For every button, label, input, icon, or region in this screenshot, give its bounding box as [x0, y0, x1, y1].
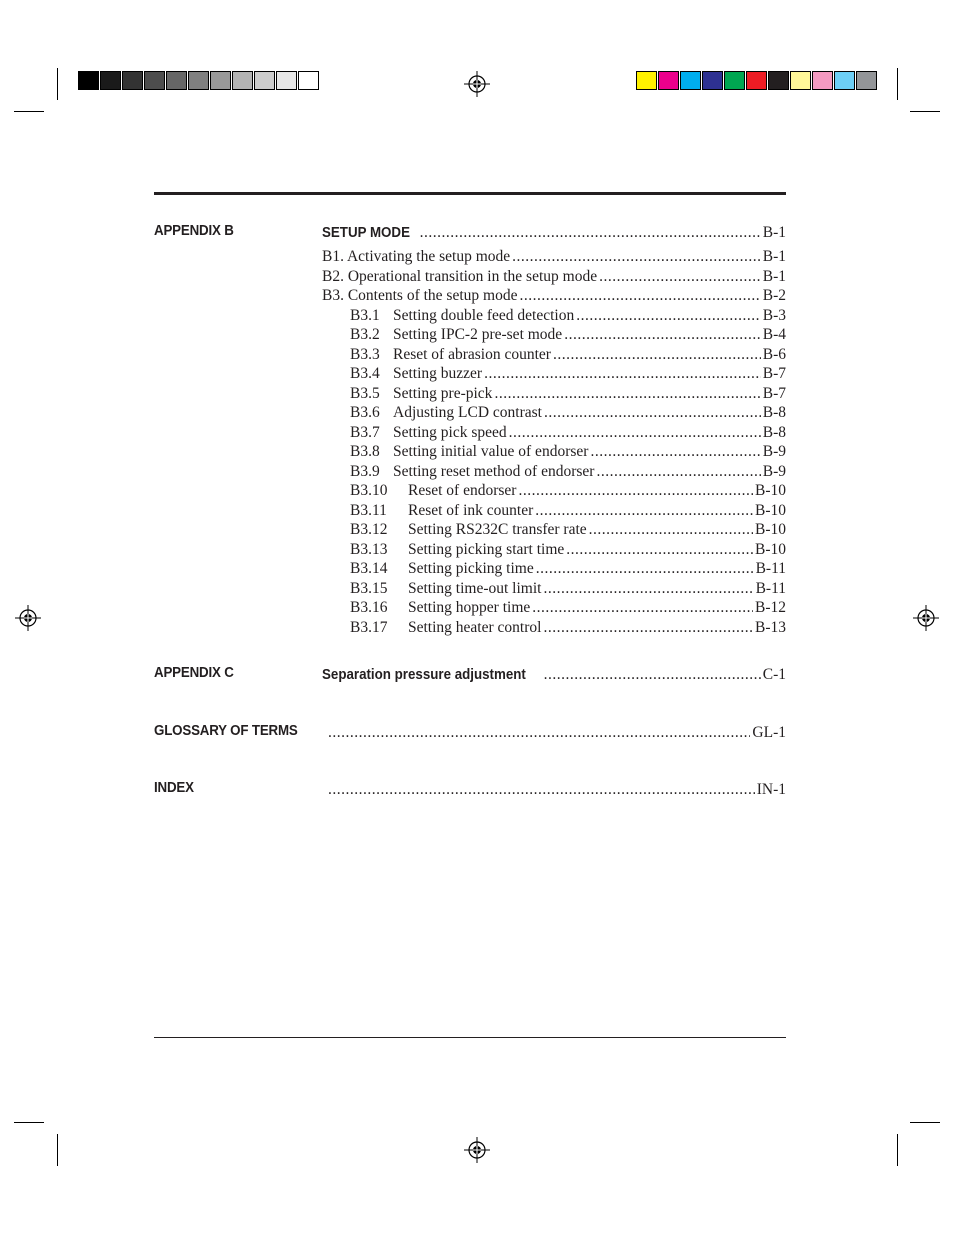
toc-entry[interactable] [322, 286, 786, 305]
toc-entry-page: GL-1 [752, 724, 786, 741]
color-swatch [746, 71, 767, 90]
toc-entry-number: B3.7 [350, 424, 380, 441]
leader-dots [544, 403, 761, 422]
toc-entry-number: B3.9 [350, 463, 380, 480]
toc-entry-title: Setting reset method of endorser [393, 463, 595, 480]
crop-mark [57, 68, 58, 100]
toc-entry-page: B-7 [762, 365, 786, 382]
toc-entry-number: B3.6 [350, 404, 380, 421]
toc-entry-page: B-7 [762, 385, 786, 402]
leader-dots [553, 345, 761, 364]
toc-entry-page: B-13 [755, 619, 786, 636]
toc-entry-title: SETUP MODE [322, 225, 410, 241]
toc-entry-title: Reset of endorser [408, 482, 517, 499]
leader-dots [328, 780, 755, 799]
toc-entry[interactable] [350, 364, 786, 383]
toc-entry-page: B-9 [762, 463, 786, 480]
toc-entry-number: B3.10 [350, 482, 388, 499]
leader-dots [328, 723, 750, 742]
section-heading-appendix-c: APPENDIX C [154, 665, 234, 681]
leader-dots [564, 325, 761, 344]
toc-entry[interactable] [326, 780, 786, 799]
leader-dots [512, 247, 761, 266]
toc-entry-number: B3.3 [350, 346, 380, 363]
section-heading-appendix-b: APPENDIX B [154, 223, 234, 239]
color-swatch [724, 71, 745, 90]
toc-entry-number: B3.11 [350, 502, 387, 519]
color-swatch [856, 71, 877, 90]
gray-swatch [144, 71, 165, 90]
color-swatch [834, 71, 855, 90]
registration-mark-icon [913, 605, 939, 631]
crop-mark [910, 111, 940, 112]
toc-entry[interactable] [350, 345, 786, 364]
toc-entry-page: IN-1 [756, 781, 786, 798]
toc-entry-number: B3.13 [350, 541, 388, 558]
toc-entry-number: B3.15 [350, 580, 388, 597]
toc-entry-number: B3.2 [350, 326, 380, 343]
gray-swatch [100, 71, 121, 90]
toc-entry-number: B3.5 [350, 385, 380, 402]
toc-entry[interactable] [350, 540, 786, 559]
toc-entry-title: Setting heater control [408, 619, 542, 636]
toc-entry-title: B1. Activating the setup mode [322, 248, 511, 265]
toc-entry-page: B-4 [762, 326, 786, 343]
toc-entry[interactable] [350, 306, 786, 325]
toc-entry[interactable] [350, 325, 786, 344]
color-swatch [768, 71, 789, 90]
toc-entry-title: Adjusting LCD contrast [393, 404, 542, 421]
leader-dots [590, 442, 760, 461]
toc-entry-title: Setting double feed detection [393, 307, 575, 324]
top-rule [154, 192, 786, 195]
color-swatch [636, 71, 657, 90]
toc-entry-page: B-3 [762, 307, 786, 324]
toc-entry-number: B3.1 [350, 307, 380, 324]
toc-entry[interactable] [350, 559, 786, 578]
toc-entry-number: B3.17 [350, 619, 388, 636]
toc-entry-page: B-12 [755, 599, 786, 616]
gray-swatch [78, 71, 99, 90]
toc-entry-title: Setting time-out limit [408, 580, 542, 597]
toc-entry[interactable] [350, 462, 786, 481]
toc-entry[interactable] [326, 723, 786, 742]
toc-entry[interactable] [350, 442, 786, 461]
toc-entry-page: B-10 [755, 502, 786, 519]
toc-entry-page: B-11 [755, 580, 786, 597]
crop-mark [897, 1134, 898, 1166]
color-swatch [702, 71, 723, 90]
gray-swatch [232, 71, 253, 90]
leader-dots [519, 286, 760, 305]
leader-dots [484, 364, 761, 383]
leader-dots [509, 423, 761, 442]
toc-entry-page: B-6 [762, 346, 786, 363]
leader-dots [535, 501, 753, 520]
toc-entry-title: Setting pre-pick [393, 385, 493, 402]
toc-entry-title: Setting pick speed [393, 424, 507, 441]
gray-swatch [188, 71, 209, 90]
color-swatch [790, 71, 811, 90]
toc-entry-number: B3.8 [350, 443, 380, 460]
toc-entry-title: Setting RS232C transfer rate [408, 521, 587, 538]
leader-dots [576, 306, 761, 325]
toc-entry[interactable] [350, 423, 786, 442]
section-heading-index: INDEX [154, 780, 194, 796]
crop-mark [57, 1134, 58, 1166]
leader-dots [543, 579, 753, 598]
toc-entry-number: B3.4 [350, 365, 380, 382]
gray-swatch [254, 71, 275, 90]
leader-dots [518, 481, 753, 500]
toc-entry-title: Setting buzzer [393, 365, 483, 382]
toc-entry[interactable] [350, 481, 786, 500]
toc-entry-page: B-10 [755, 541, 786, 558]
toc-entry-page: B-11 [755, 560, 786, 577]
toc-entry-title: Setting hopper time [408, 599, 531, 616]
toc-entry-title: Separation pressure adjustment [322, 667, 526, 683]
color-swatch [812, 71, 833, 90]
grayscale-color-bar [78, 71, 320, 90]
toc-entry-page: B-2 [762, 287, 786, 304]
crop-mark [14, 1122, 44, 1123]
toc-entry[interactable] [350, 384, 786, 403]
toc-entry-page: B-10 [755, 521, 786, 538]
leader-dots [536, 559, 754, 578]
toc-entry[interactable] [350, 618, 786, 637]
bottom-rule [154, 1037, 786, 1038]
toc-entry-title: B3. Contents of the setup mode [322, 287, 518, 304]
toc-entry[interactable] [350, 598, 786, 617]
toc-entry-title: Setting initial value of endorser [393, 443, 589, 460]
toc-entry[interactable] [350, 403, 786, 422]
toc-entry-page: B-8 [762, 404, 786, 421]
toc-entry[interactable] [350, 520, 786, 539]
toc-entry-page: B-9 [762, 443, 786, 460]
toc-entry[interactable] [350, 501, 786, 520]
toc-entry[interactable] [350, 579, 786, 598]
toc-entry[interactable] [322, 223, 786, 243]
leader-dots [544, 665, 761, 684]
toc-entry[interactable] [322, 665, 786, 685]
leader-dots [494, 384, 760, 403]
gray-swatch [122, 71, 143, 90]
registration-mark-icon [464, 71, 490, 97]
crop-mark [14, 111, 44, 112]
leader-dots [420, 223, 761, 242]
toc-entry-title: B2. Operational transition in the setup mode [322, 268, 598, 285]
gray-swatch [166, 71, 187, 90]
crop-mark [910, 1122, 940, 1123]
registration-mark-icon [464, 1137, 490, 1163]
leader-dots [532, 598, 753, 617]
toc-entry-title: Reset of ink counter [408, 502, 534, 519]
gray-swatch [210, 71, 231, 90]
leader-dots [566, 540, 753, 559]
toc-entry-title: Setting picking time [408, 560, 534, 577]
leader-dots [596, 462, 760, 481]
toc-entry[interactable] [322, 247, 786, 266]
crop-mark [897, 68, 898, 100]
color-swatch [680, 71, 701, 90]
process-color-bar [636, 71, 878, 90]
toc-entry[interactable] [322, 267, 786, 286]
toc-entry-number: B3.14 [350, 560, 388, 577]
toc-entry-number: B3.16 [350, 599, 388, 616]
toc-entry-title: Reset of abrasion counter [393, 346, 551, 363]
leader-dots [599, 267, 761, 286]
leader-dots [543, 618, 753, 637]
gray-swatch [298, 71, 319, 90]
toc-entry-page: B-10 [755, 482, 786, 499]
registration-mark-icon [15, 605, 41, 631]
toc-entry-page: B-1 [762, 224, 786, 241]
toc-entry-number: B3.12 [350, 521, 388, 538]
color-swatch [658, 71, 679, 90]
toc-entry-page: B-1 [762, 248, 786, 265]
gray-swatch [276, 71, 297, 90]
toc-entry-page: B-8 [762, 424, 786, 441]
toc-entry-page: C-1 [762, 666, 786, 683]
toc-entry-title: Setting picking start time [408, 541, 565, 558]
toc-entry-page: B-1 [762, 268, 786, 285]
toc-entry-title: Setting IPC-2 pre-set mode [393, 326, 563, 343]
section-heading-glossary: GLOSSARY OF TERMS [154, 723, 298, 739]
leader-dots [589, 520, 753, 539]
